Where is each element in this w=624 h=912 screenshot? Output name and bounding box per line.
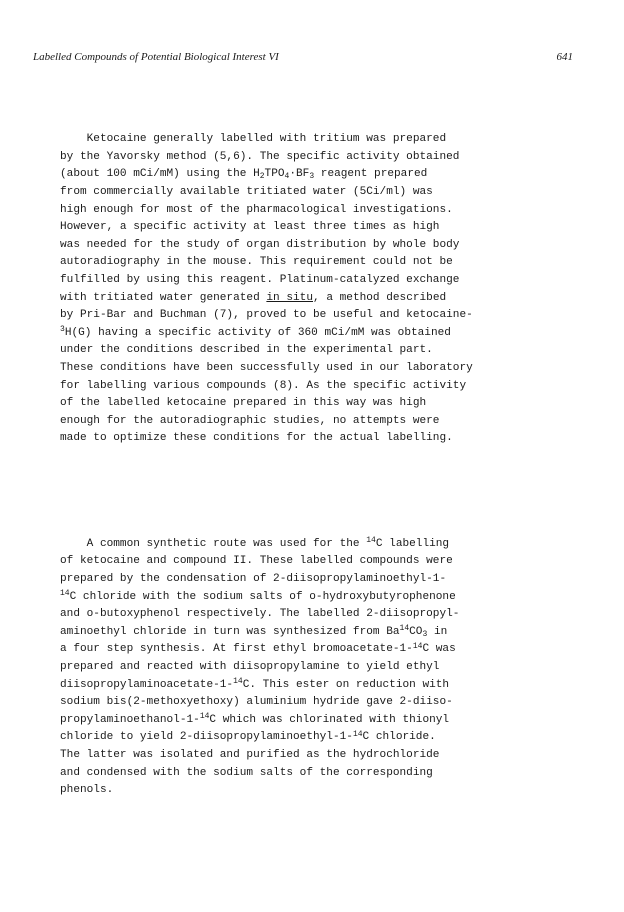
text-run: The latter was isolated and purified as the hydrochloride xyxy=(60,748,440,761)
text-run: aminoethyl chloride in turn was synthesized from Ba xyxy=(60,625,400,638)
text-line xyxy=(60,624,560,642)
superscript: 14 xyxy=(412,641,423,651)
superscript: 14 xyxy=(233,677,243,686)
paragraph-2 xyxy=(60,536,560,800)
text-line xyxy=(60,694,560,712)
text-line xyxy=(60,782,560,800)
text-run: A common synthetic route was used for the xyxy=(60,537,367,550)
text-run: from commercially available tritiated water (5Ci/ml) was xyxy=(60,185,433,198)
text-run: ·BF xyxy=(289,168,310,181)
body-text xyxy=(60,96,560,817)
text-run: enough for the autoradiographic studies, no attempts were xyxy=(60,414,440,427)
superscript: 14 xyxy=(199,712,210,722)
text-line xyxy=(60,677,560,695)
text-line xyxy=(60,149,560,167)
text-run: C was xyxy=(422,643,456,656)
text-line xyxy=(60,237,560,255)
text-run: made to optimize these conditions for the actual labelling. xyxy=(60,432,453,445)
text-line xyxy=(60,659,560,677)
superscript: 14 xyxy=(399,624,410,634)
subscript: 3 xyxy=(422,629,428,639)
text-run: These conditions have been successfully used in our laboratory xyxy=(60,361,473,374)
text-run: Ketocaine generally labelled with tritium was prepared xyxy=(60,133,447,146)
text-run: C chloride. xyxy=(362,731,436,744)
text-run: fulfilled by using this reagent. Platinum-catalyzed exchange xyxy=(60,273,460,286)
text-run: propylaminoethanol-1- xyxy=(60,713,200,726)
text-line xyxy=(60,325,560,343)
text-run: C. This ester on reduction with xyxy=(242,678,450,691)
running-title: Labelled Compounds of Potential Biological Interest VI xyxy=(33,51,279,63)
text-run: under the conditions described in the experimental part. xyxy=(60,344,433,357)
text-line xyxy=(60,131,560,149)
text-line xyxy=(60,360,560,378)
page-number: 641 xyxy=(556,51,573,63)
text-line xyxy=(60,184,560,202)
text-run: CO xyxy=(409,625,423,638)
text-run: reagent prepared xyxy=(314,168,428,181)
text-run: C chloride with the sodium salts of o-hydroxybutyrophenone xyxy=(69,590,456,603)
text-run: with tritiated water generated xyxy=(60,291,267,304)
text-line xyxy=(60,747,560,765)
paragraph-gap xyxy=(60,483,560,501)
text-line xyxy=(60,219,560,237)
text-run: by the Yavorsky method (5,6). The specific activity obtained xyxy=(60,150,460,163)
superscript: 3 xyxy=(60,325,65,335)
text-run: and condensed with the sodium salts of the corresponding xyxy=(60,766,433,779)
text-line xyxy=(60,378,560,396)
superscript: 14 xyxy=(366,536,376,546)
text-run: H(G) having a specific activity of 360 mCi/mM was obtained xyxy=(64,326,451,339)
text-run: was needed for the study of organ distribution by whole body xyxy=(60,238,460,251)
text-run: in xyxy=(427,625,448,638)
text-run: TPO xyxy=(264,168,285,181)
running-header xyxy=(33,51,573,67)
underlined-text: in situ xyxy=(266,291,313,304)
text-run: sodium bis(2-methoxyethoxy) aluminium hydride gave 2-diiso- xyxy=(60,696,453,709)
text-run: C which was chlorinated with thionyl xyxy=(209,713,450,726)
text-run: (about 100 mCi/mM) using the H xyxy=(60,168,260,181)
text-line xyxy=(60,395,560,413)
text-line xyxy=(60,430,560,448)
paragraph-1 xyxy=(60,131,560,448)
text-line xyxy=(60,536,560,554)
text-line xyxy=(60,254,560,272)
text-line xyxy=(60,571,560,589)
text-line xyxy=(60,765,560,783)
text-line xyxy=(60,202,560,220)
text-line xyxy=(60,166,560,184)
text-line xyxy=(60,413,560,431)
text-run: C labelling xyxy=(375,537,450,550)
subscript: 2 xyxy=(259,172,265,182)
text-run: and o-butoxyphenol respectively. The labelled 2-diisopropyl- xyxy=(60,608,460,621)
text-line xyxy=(60,342,560,360)
text-run: phenols. xyxy=(60,784,114,797)
text-run: of the labelled ketocaine prepared in this way was high xyxy=(60,397,427,410)
text-line xyxy=(60,589,560,607)
text-run: diisopropylaminoacetate-1- xyxy=(60,678,234,691)
text-line xyxy=(60,641,560,659)
text-run: high enough for most of the pharmacological investigations. xyxy=(60,203,453,216)
text-run: , a method described xyxy=(313,291,447,304)
text-run: a four step synthesis. At first ethyl bromoacetate-1- xyxy=(60,643,413,656)
text-run: prepared by the condensation of 2-diisopropylaminoethyl-1- xyxy=(60,573,447,586)
text-run: by Pri-Bar and Buchman (7), proved to be useful and ketocaine- xyxy=(60,309,473,322)
text-line xyxy=(60,712,560,730)
text-run: prepared and reacted with diisopropylamine to yield ethyl xyxy=(60,661,440,673)
text-run: autoradiography in the mouse. This requirement could not be xyxy=(60,256,453,269)
text-line xyxy=(60,606,560,624)
superscript: 14 xyxy=(60,589,70,599)
text-line xyxy=(60,729,560,747)
subscript: 4 xyxy=(284,172,290,182)
text-line xyxy=(60,290,560,308)
text-line xyxy=(60,553,560,571)
text-run: for labelling various compounds (8). As the specific activity xyxy=(60,379,467,392)
text-run: of ketocaine and compound II. These labelled compounds were xyxy=(60,555,453,568)
text-run: chloride to yield 2-diisopropylaminoethyl-1- xyxy=(60,731,353,744)
text-run: However, a specific activity at least three times as high xyxy=(60,221,440,234)
superscript: 14 xyxy=(352,729,363,739)
text-line xyxy=(60,272,560,290)
subscript: 3 xyxy=(309,172,315,182)
text-line xyxy=(60,307,560,325)
